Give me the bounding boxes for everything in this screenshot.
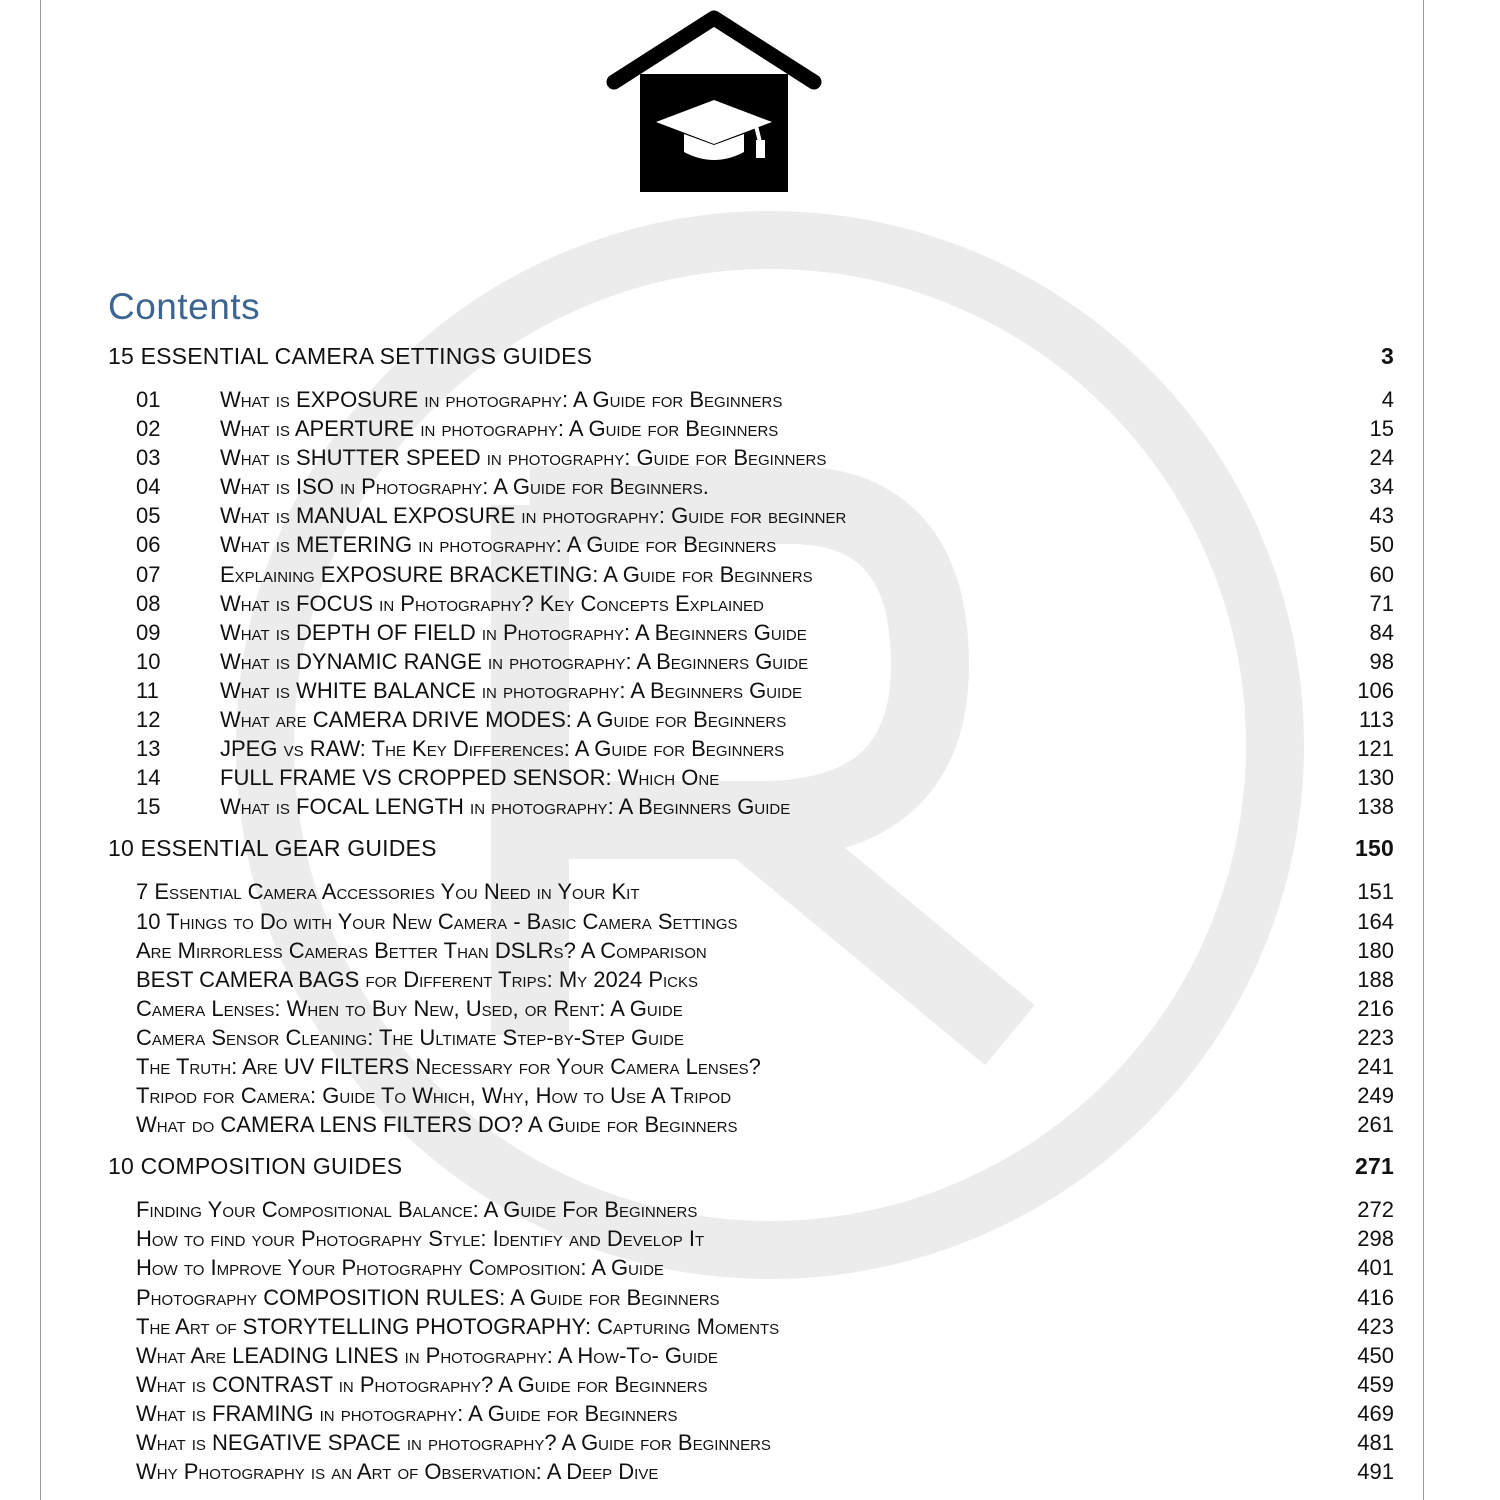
entry-page-number: 298	[1357, 1226, 1394, 1252]
toc-section	[108, 1150, 1394, 1497]
entry-page-number: 34	[1369, 474, 1394, 500]
entry-title: What Are LEADING LINES in Photography: A How-To- Guide	[136, 1342, 718, 1368]
entry-page-number: 24	[1369, 445, 1394, 471]
entry-title: The Art of STORYTELLING PHOTOGRAPHY: Capturing Moments	[136, 1313, 780, 1339]
toc-entry[interactable]	[108, 1312, 1394, 1341]
entry-title: Photography COMPOSITION RULES: A Guide for Beginners	[136, 1284, 720, 1310]
entry-page-number: 106	[1357, 677, 1394, 703]
entry-page-number: 180	[1357, 937, 1394, 963]
toc-entry[interactable]	[108, 414, 1394, 443]
entry-number: 08	[136, 590, 161, 616]
toc-entry[interactable]	[108, 676, 1394, 705]
entry-page-number: 138	[1357, 794, 1394, 820]
toc-section	[108, 832, 1394, 1150]
entry-number: 04	[136, 474, 161, 500]
entry-title: What is ISO in Photography: A Guide for Beginners.	[220, 474, 709, 500]
entry-title: What is FRAMING in photography: A Guide for Beginners	[136, 1400, 678, 1426]
entry-number: 09	[136, 619, 161, 645]
section-title: 10 ESSENTIAL GEAR GUIDES	[108, 835, 437, 862]
entry-title: What is WHITE BALANCE in photography: A Beginners Guide	[220, 677, 803, 703]
entry-list	[108, 1183, 1394, 1497]
entry-title: What is DEPTH OF FIELD in Photography: A Beginners Guide	[220, 619, 807, 645]
entry-number: 05	[136, 503, 161, 529]
entry-page-number: 401	[1357, 1255, 1394, 1281]
entry-page-number: 84	[1369, 619, 1394, 645]
entry-title: What is DYNAMIC RANGE in photography: A Beginners Guide	[220, 648, 809, 674]
toc-entry[interactable]	[108, 994, 1394, 1023]
entry-title: What is MANUAL EXPOSURE in photography: Guide for beginner	[220, 503, 847, 529]
entry-number: 15	[136, 794, 161, 820]
toc-entry[interactable]	[108, 647, 1394, 676]
toc-entry[interactable]	[108, 618, 1394, 647]
entry-page-number: 491	[1357, 1459, 1394, 1485]
entry-number: 01	[136, 387, 161, 412]
entry-number: 12	[136, 707, 161, 733]
entry-title: How to Improve Your Photography Composition: A Guide	[136, 1255, 664, 1281]
entry-page-number: 15	[1369, 416, 1394, 442]
toc-entry[interactable]	[108, 472, 1394, 501]
entry-title: Are Mirrorless Cameras Better Than DSLRs? A Comparison	[136, 937, 707, 963]
toc-entry[interactable]	[108, 1224, 1394, 1253]
entry-title: 10 Things to Do with Your New Camera - Basic Camera Settings	[136, 908, 738, 934]
entry-title: Finding Your Compositional Balance: A Guide For Beginners	[136, 1197, 698, 1223]
entry-page-number: 249	[1357, 1083, 1394, 1109]
toc-entry[interactable]	[108, 443, 1394, 472]
table-of-contents	[108, 340, 1394, 1497]
entry-title: How to find your Photography Style: Identify and Develop It	[136, 1226, 705, 1252]
section-title: 15 ESSENTIAL CAMERA SETTINGS GUIDES	[108, 343, 593, 369]
toc-entry[interactable]	[108, 1428, 1394, 1457]
entry-title: What are CAMERA DRIVE MODES: A Guide for Beginners	[220, 707, 787, 733]
entry-page-number: 241	[1357, 1053, 1394, 1079]
entry-page-number: 188	[1357, 966, 1394, 992]
entry-page-number: 43	[1369, 503, 1394, 529]
entry-number: 11	[136, 677, 159, 703]
toc-entry[interactable]	[108, 501, 1394, 530]
entry-number: 07	[136, 561, 161, 587]
toc-entry[interactable]	[108, 1370, 1394, 1399]
entry-title: Why Photography is an Art of Observation: A Deep Dive	[136, 1459, 659, 1485]
entry-number: 10	[136, 648, 161, 674]
entry-page-number: 151	[1357, 879, 1394, 905]
entry-page-number: 216	[1357, 995, 1394, 1021]
section-page-number: 271	[1355, 1153, 1394, 1180]
toc-entry[interactable]	[108, 1023, 1394, 1052]
toc-entry[interactable]	[108, 1457, 1394, 1486]
entry-page-number: 272	[1357, 1197, 1394, 1223]
toc-entry[interactable]	[108, 936, 1394, 965]
entry-title: What is FOCUS in Photography? Key Concepts Explained	[220, 590, 764, 616]
entry-page-number: 164	[1357, 908, 1394, 934]
entry-page-number: 481	[1357, 1430, 1394, 1455]
page-border-right	[1423, 0, 1424, 1500]
entry-title: Camera Sensor Cleaning: The Ultimate Step-by-Step Guide	[136, 1024, 684, 1050]
contents-title: Contents	[108, 286, 261, 327]
entry-title: Tripod for Camera: Guide To Which, Why, How to Use A Tripod	[136, 1083, 732, 1109]
toc-entry[interactable]	[108, 385, 1394, 414]
entry-title: What is METERING in photography: A Guide for Beginners	[220, 532, 777, 558]
entry-page-number: 130	[1357, 765, 1394, 791]
section-heading[interactable]	[108, 832, 1394, 865]
entry-title: FULL FRAME VS CROPPED SENSOR: Which One	[220, 765, 720, 791]
entry-page-number: 416	[1357, 1284, 1394, 1310]
entry-page-number: 121	[1357, 736, 1394, 762]
toc-entry[interactable]	[108, 1341, 1394, 1370]
section-heading[interactable]	[108, 1150, 1394, 1183]
toc-entry[interactable]	[108, 965, 1394, 994]
toc-entry[interactable]	[108, 705, 1394, 734]
entry-page-number: 261	[1357, 1112, 1394, 1138]
toc-entry[interactable]	[108, 877, 1394, 906]
toc-entry[interactable]	[108, 792, 1394, 821]
toc-entry[interactable]	[108, 1283, 1394, 1312]
entry-title: 7 Essential Camera Accessories You Need in Your Kit	[136, 879, 640, 905]
entry-title: Camera Lenses: When to Buy New, Used, or Rent: A Guide	[136, 995, 683, 1021]
toc-entry[interactable]	[108, 907, 1394, 936]
entry-title: What is NEGATIVE SPACE in photography? A Guide for Beginners	[136, 1430, 771, 1455]
toc-entry[interactable]	[108, 589, 1394, 618]
entry-number: 14	[136, 765, 161, 791]
toc-section	[108, 340, 1394, 832]
entry-title: What do CAMERA LENS FILTERS DO? A Guide for Beginners	[136, 1112, 738, 1138]
section-heading[interactable]	[108, 340, 1394, 373]
entry-title: What is APERTURE in photography: A Guide for Beginners	[220, 416, 779, 442]
entry-page-number: 423	[1357, 1313, 1394, 1339]
entry-number: 06	[136, 532, 161, 558]
page-border-left	[40, 0, 41, 1500]
toc-entry[interactable]	[108, 1253, 1394, 1282]
entry-page-number: 459	[1357, 1371, 1394, 1397]
entry-number: 13	[136, 736, 161, 762]
entry-number: 03	[136, 445, 161, 471]
house-graduation-cap-icon	[606, 10, 822, 194]
entry-title: What is EXPOSURE in photography: A Guide for Beginners	[220, 387, 783, 412]
entry-title: What is SHUTTER SPEED in photography: Guide for Beginners	[220, 445, 827, 471]
entry-list	[108, 865, 1394, 1150]
toc-entry[interactable]	[108, 1399, 1394, 1428]
entry-page-number: 113	[1358, 707, 1394, 733]
entry-page-number: 450	[1357, 1342, 1394, 1368]
section-page-number: 3	[1381, 343, 1394, 369]
entry-title: What is FOCAL LENGTH in photography: A Beginners Guide	[220, 794, 791, 820]
section-page-number: 150	[1355, 835, 1394, 862]
entry-title: JPEG vs RAW: The Key Differences: A Guide for Beginners	[220, 736, 785, 762]
toc-entry[interactable]	[108, 734, 1394, 763]
entry-list	[108, 373, 1394, 832]
entry-number: 02	[136, 416, 161, 442]
entry-title: What is CONTRAST in Photography? A Guide for Beginners	[136, 1371, 708, 1397]
toc-entry[interactable]	[108, 560, 1394, 589]
toc-entry[interactable]	[108, 1110, 1394, 1139]
toc-entry[interactable]	[108, 763, 1394, 792]
entry-page-number: 223	[1357, 1024, 1394, 1050]
entry-page-number: 50	[1369, 532, 1394, 558]
section-title: 10 COMPOSITION GUIDES	[108, 1153, 403, 1180]
entry-title: Explaining EXPOSURE BRACKETING: A Guide for Beginners	[220, 561, 813, 587]
entry-page-number: 71	[1369, 590, 1394, 616]
toc-entry[interactable]	[108, 1052, 1394, 1081]
toc-entry[interactable]	[108, 530, 1394, 559]
toc-entry[interactable]	[108, 1081, 1394, 1110]
entry-page-number: 469	[1357, 1400, 1394, 1426]
entry-title: The Truth: Are UV FILTERS Necessary for Your Camera Lenses?	[136, 1053, 761, 1079]
entry-page-number: 4	[1381, 387, 1394, 412]
entry-page-number: 60	[1369, 561, 1394, 587]
toc-entry[interactable]	[108, 1195, 1394, 1224]
entry-page-number: 98	[1369, 648, 1394, 674]
entry-title: BEST CAMERA BAGS for Different Trips: My 2024 Picks	[136, 966, 699, 992]
